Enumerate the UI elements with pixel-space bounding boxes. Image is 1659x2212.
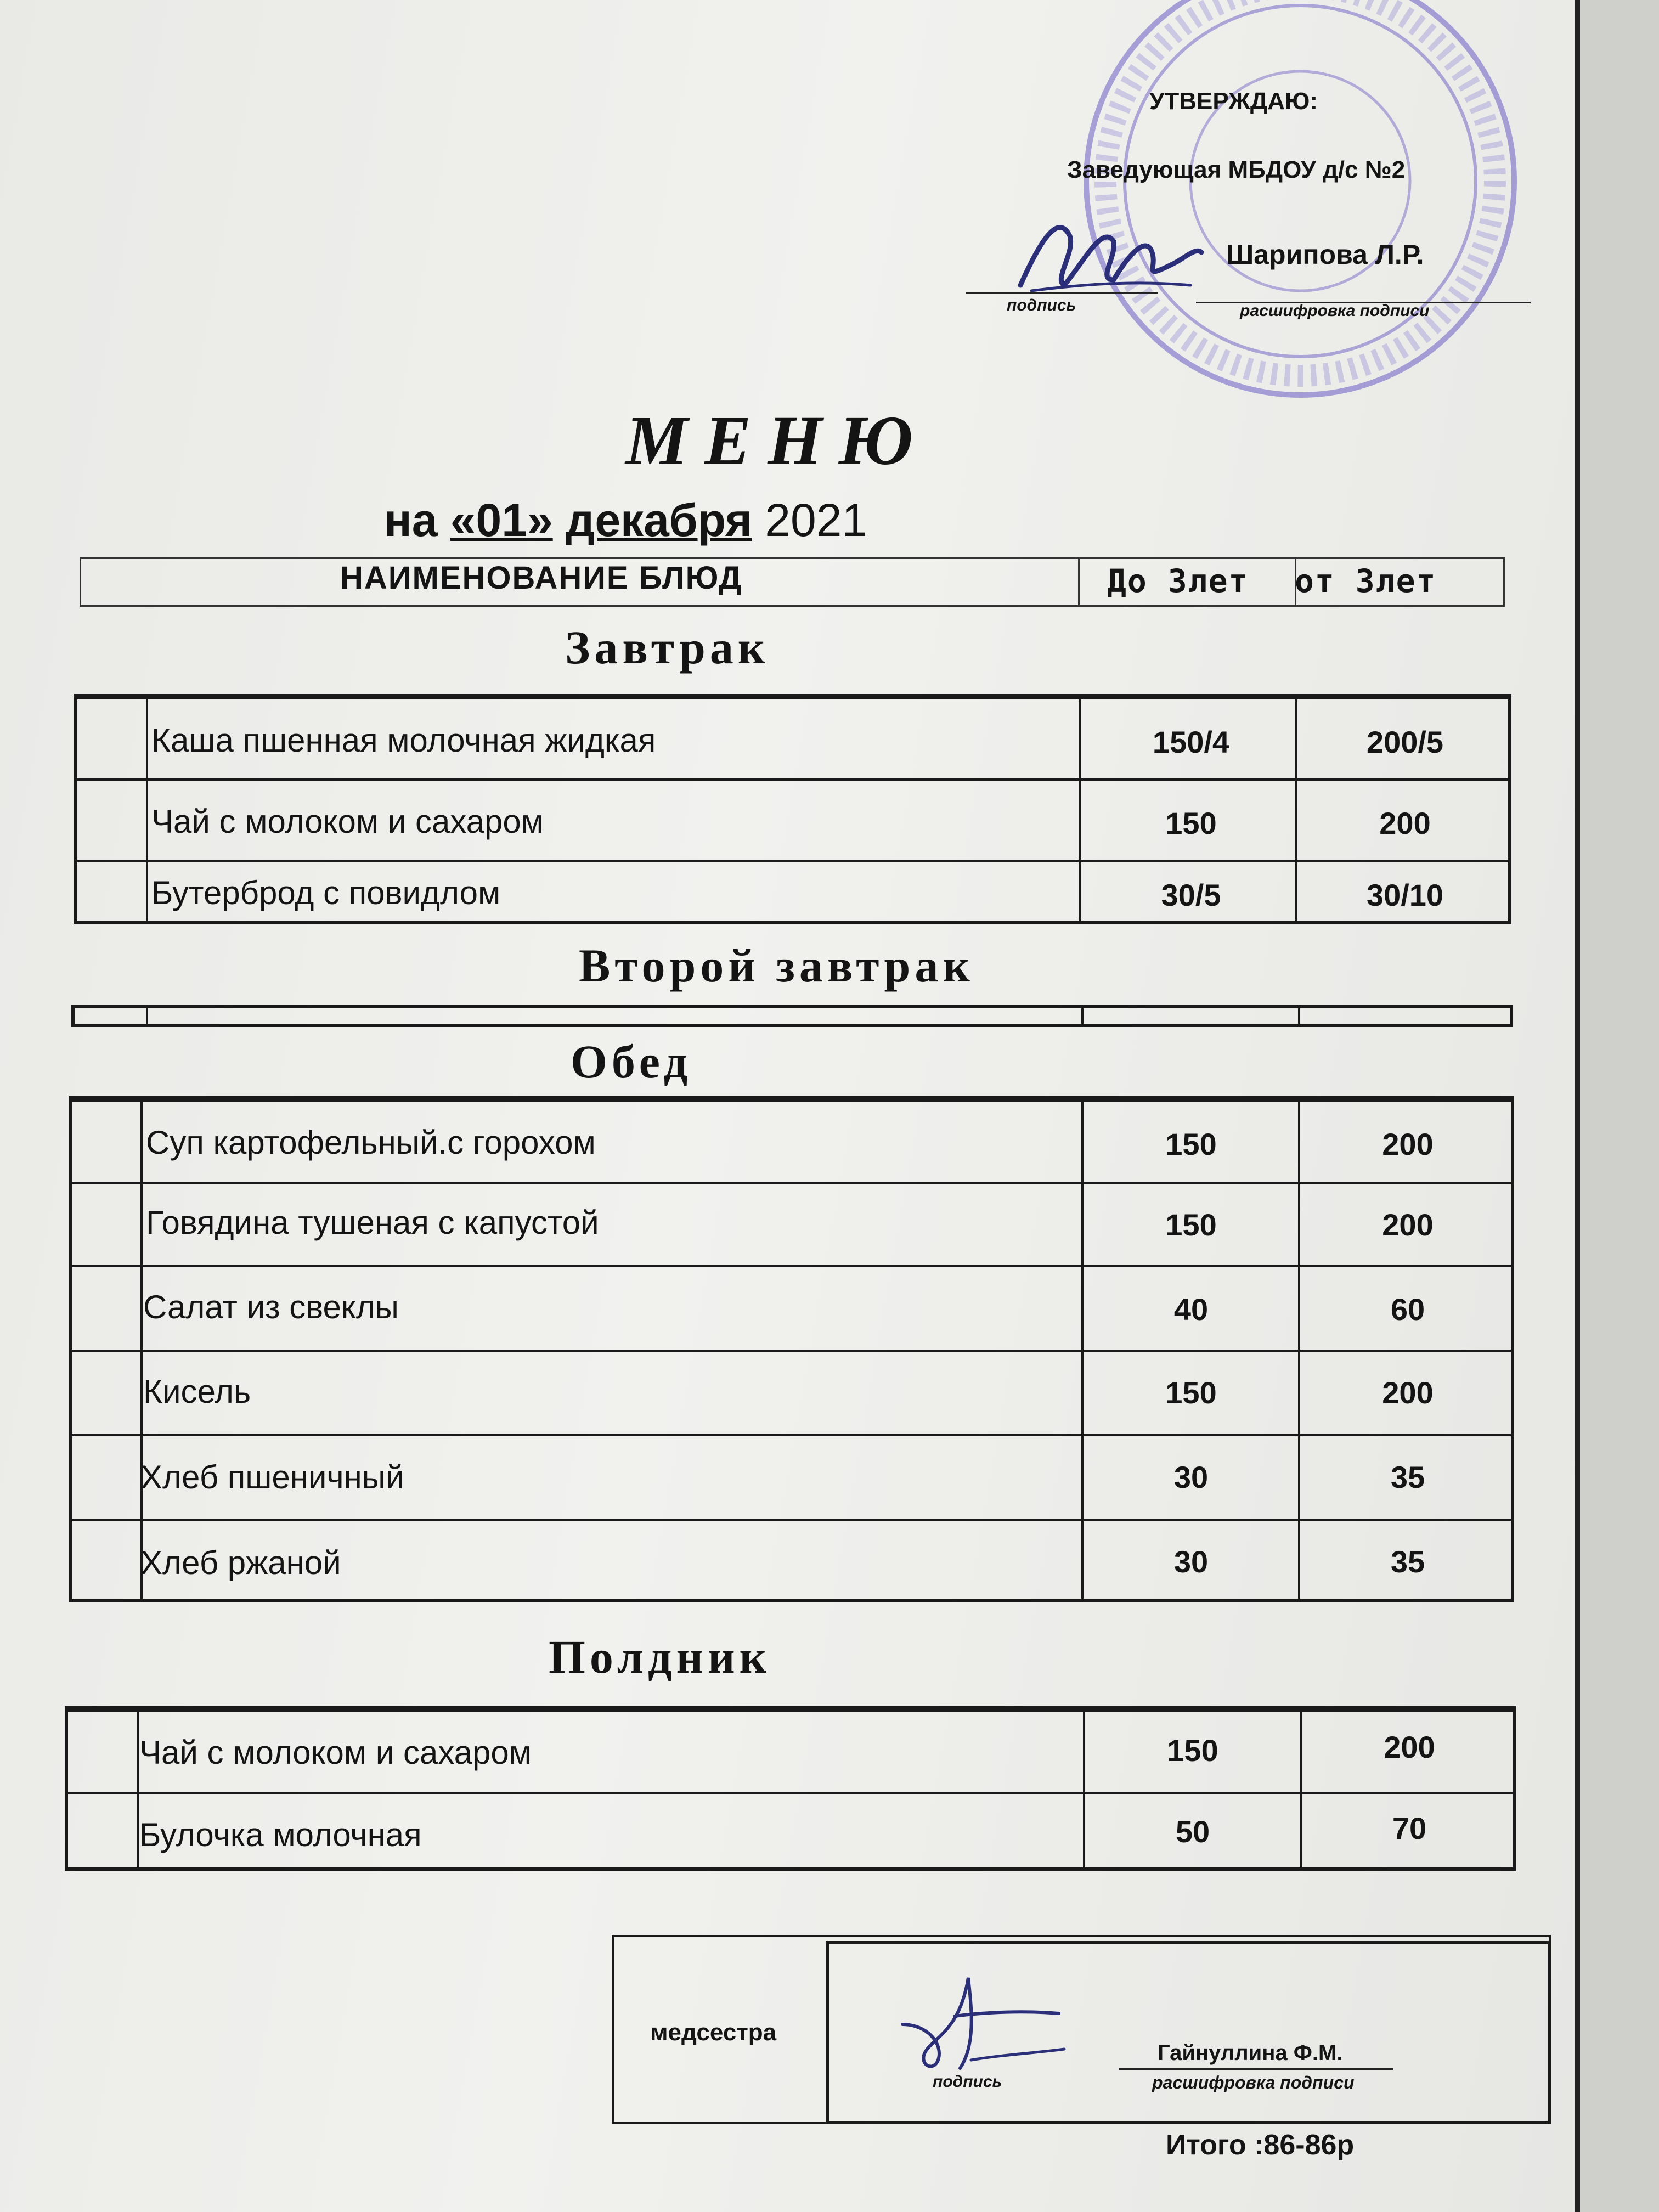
section-title-lunch: Обед <box>571 1035 692 1088</box>
director-signature <box>1009 203 1207 296</box>
header-name: НАИМЕНОВАНИЕ БЛЮД <box>340 560 743 596</box>
table-row <box>68 1792 1513 1873</box>
lunch-table <box>69 1096 1514 1602</box>
section-title-second-breakfast: Второй завтрак <box>579 939 974 992</box>
table-row <box>72 1350 1511 1436</box>
nurse-signature <box>894 1972 1075 2082</box>
date-prefix: на <box>384 494 438 546</box>
header-over3: от 3лет <box>1295 562 1437 600</box>
portion-over3: 200 <box>1382 1207 1434 1242</box>
portion-under3: 40 <box>1173 1292 1209 1327</box>
portion-over3: 200 <box>1384 1730 1435 1764</box>
portion-over3: 200 <box>1382 1127 1434 1161</box>
table-row <box>77 697 1508 781</box>
table-row <box>68 1709 1513 1794</box>
table-row <box>77 860 1508 927</box>
table-row <box>72 1265 1511 1352</box>
dish-name: Суп картофельный.с горохом <box>146 1124 596 1161</box>
second-breakfast-table <box>71 1005 1513 1027</box>
table-row <box>72 1182 1511 1267</box>
header-under3: До 3лет <box>1107 562 1249 600</box>
portion-over3: 200/5 <box>1366 725 1444 759</box>
header-divider <box>1078 557 1080 607</box>
nurse-decode-caption: расшифровка подписи <box>1152 2073 1355 2092</box>
portion-under3: 30 <box>1173 1460 1209 1494</box>
section-title-snack: Полдник <box>549 1630 771 1683</box>
portion-under3: 150 <box>1165 1127 1217 1161</box>
table-header <box>80 557 1505 607</box>
menu-date <box>384 494 867 547</box>
portion-over3: 60 <box>1390 1292 1425 1327</box>
portion-under3: 150 <box>1165 1375 1217 1410</box>
dish-name: Хлеб пшеничный <box>140 1459 404 1496</box>
portion-under3: 150 <box>1165 806 1217 840</box>
dish-name: Салат из свеклы <box>143 1289 399 1325</box>
table-row <box>72 1434 1511 1521</box>
nurse-decode-line <box>1119 2068 1393 2070</box>
snack-table <box>65 1706 1516 1871</box>
dish-name: Хлеб ржаной <box>140 1544 341 1581</box>
approval-title: УТВЕРЖДАЮ: <box>1149 88 1318 115</box>
table-row <box>72 1099 1511 1184</box>
date-day: «01» <box>450 494 553 546</box>
signature-line <box>966 292 1158 294</box>
dish-name: Говядина тушеная с капустой <box>146 1204 599 1241</box>
portion-over3: 35 <box>1390 1544 1425 1579</box>
nurse-label: медсестра <box>650 2019 777 2046</box>
dish-name: Булочка молочная <box>139 1816 422 1853</box>
table-row <box>77 778 1508 862</box>
portion-over3: 200 <box>1382 1375 1434 1410</box>
breakfast-table <box>74 694 1511 924</box>
portion-over3: 200 <box>1379 806 1431 840</box>
nurse-signature-caption: подпись <box>933 2073 1002 2091</box>
date-month: декабря <box>566 494 752 546</box>
total: Итого :86-86р <box>1166 2129 1355 2161</box>
portion-under3: 50 <box>1175 1814 1210 1849</box>
dish-name: Чай с молоком и сахаром <box>151 803 544 840</box>
date-year: 2021 <box>765 494 868 546</box>
signature-caption: подпись <box>1007 296 1076 314</box>
portion-under3: 150 <box>1167 1733 1218 1768</box>
menu-title: МЕНЮ <box>625 402 929 479</box>
portion-under3: 150/4 <box>1152 725 1230 759</box>
dish-name: Чай с молоком и сахаром <box>139 1734 532 1771</box>
portion-under3: 30/5 <box>1161 878 1221 912</box>
decode-caption: расшифровка подписи <box>1240 302 1430 320</box>
dish-name: Бутерброд с повидлом <box>151 874 501 911</box>
portion-over3: 70 <box>1392 1811 1427 1846</box>
section-title-breakfast: Завтрак <box>565 621 770 674</box>
portion-under3: 30 <box>1173 1544 1209 1579</box>
nurse-name: Гайнуллина Ф.М. <box>1158 2041 1343 2065</box>
approval-name: Шарипова Л.Р. <box>1226 239 1424 270</box>
dish-name: Кисель <box>143 1373 251 1410</box>
portion-over3: 35 <box>1390 1460 1425 1494</box>
portion-under3: 150 <box>1165 1207 1217 1242</box>
portion-over3: 30/10 <box>1366 878 1444 912</box>
dish-name: Каша пшенная молочная жидкая <box>151 722 656 759</box>
table-row <box>72 1519 1511 1604</box>
approval-role: Заведующая МБДОУ д/с №2 <box>1067 156 1406 183</box>
